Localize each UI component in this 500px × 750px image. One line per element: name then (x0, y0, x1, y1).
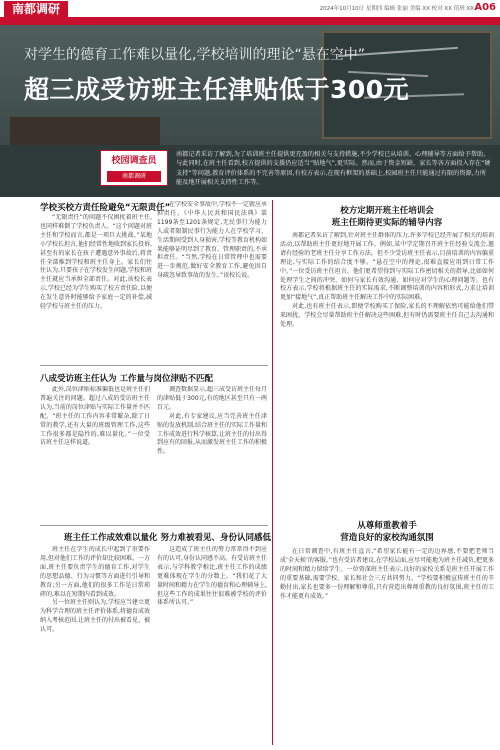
logo-title: 校园调查员 (111, 156, 157, 166)
article2-heading: 八成受访班主任认为 工作量与岗位津贴不匹配 (40, 374, 213, 384)
article3-col3-text: 另一位班主任则认为,学校应当建立更为科学合理的班主任评价体系,将德育成效纳入考核范围,让班主任的付出被看见、被认可。 (40, 599, 150, 634)
article3-heading: 班主任工作成效难以量化 努力难被看见、身份认同感低 (64, 533, 271, 543)
article5-heading (278, 520, 496, 544)
article5-body (280, 548, 494, 744)
article4-body (280, 232, 494, 512)
article3-col2-text: 这造成了班主任的努力常常得不到应有的认可,身份认同感不高。有受访班主任表示,与学科教学相比,班主任工作的成绩更难体现在学生的分数上。“我们花了大量时间和精力在学生的德育和心理辅导上,但这些工作的成果往往很难被学校的评价体系所认可。” (157, 546, 267, 607)
article1-col3-text: 对此,也有班主任表示,即便学校购买了保险,家长的不理解依然可能给他们带来困扰。学校会尽量帮助班主任解决这些困难,但有时仍需要班主任自己去沟通和处理。 (280, 303, 494, 329)
article1-col1-text: “无限责任”的问题不仅困扰着班主任,也同样难倒了学校负责人。“这个问题对班主任和学校而言,都是一项巨大挑战。”某地小学校长坦言,他们经常性地收到家长投诉,甚至有的家长在孩子遭遇意外事故后,将责任全部推到学校和班主任身上。家长们往往认为,只要孩子在学校发生问题,学校和班主任就应当承担全部责任。对此,该校长表示,学校已经为学生购买了校方责任险,以便在发生意外时能够给予家庭一定的补偿,减轻学校与班主任的压力。 (40, 214, 152, 311)
article3-col2 (157, 546, 267, 746)
column-logo (100, 150, 168, 186)
article1-col1 (40, 214, 152, 364)
article3-col1 (40, 546, 150, 746)
red-band (0, 18, 500, 25)
article4-text: 南都记者采访了解到,针对班主任群体的压力,许多学校已经开展了相关的培训活动,以帮助班主任更好地开展工作。例如,某中学定期召开班主任经验交流会,邀请有经验的老班主任分享工作方法。但不少受访班主任表示,目前培训的内容偏重理论,与实际工作的结合度不够。“悬在空中的理论,很难直接应用到日常工作中。”一位受访班主任坦言。他们更希望得到与实际工作密切相关的指导,比如如何处理学生之间的冲突、如何与家长有效沟通、如何应对学生的心理问题等。也有校方表示,学校将根据班主任的实际需求,不断调整培训的内容和形式,力求让培训更加“接地气”,真正帮助班主任解决工作中的实际困难。 (280, 232, 494, 302)
article1-heading: 学校买校方责任险避免“无限责任” (40, 203, 171, 213)
article2-col3-text: 对此,有专家建议,应当完善班主任津贴的发放机制,结合班主任的实际工作量和工作成效进行科学核算,让班主任的付出得到应有的回报,从而激发班主任工作的积极性。 (157, 412, 267, 456)
hero-headline: 超三成受访班主任津贴低于300元 (24, 75, 410, 104)
article3-col1-text: 班主任在学生的成长中起到了重要作用,但对他们工作的评价却比较困难。一方面,班主任要负责学生的德育工作,对学生的思想品德、行为习惯等方面进行引导和教育;另一方面,他们的很多工作是日常琐碎的,难以在短期内看到成效。 (40, 546, 150, 598)
article2-col2 (157, 386, 267, 516)
article2-col2-text: 调查数据显示,超三成受访班主任每月的津贴低于300元,有的地区甚至只有一两百元。 (157, 386, 267, 411)
article4-heading (278, 205, 496, 229)
divider (40, 365, 268, 366)
divider (40, 525, 268, 526)
logo-subtitle: 南都调研 (107, 171, 161, 182)
hero-subtitle: 对学生的德育工作难以量化,学校培训的理论“悬在空中” (24, 47, 365, 63)
article5-heading-line2: 营造良好的家校沟通氛围 (340, 533, 434, 543)
article2-col1-text: 此外,岗位津贴标准偏低也是班主任们普遍关注的问题。超过八成的受访班主任认为,当前的岗位津贴与实际工作量并不匹配。“班主任的工作内容非常繁杂,除了日常的教学,还有大量的班级管理工作,这些工作很多都是隐性的,难以量化。”一位受访班主任这样说道。 (40, 386, 150, 447)
article5-text: 在日常调查中,有班主任直言,“希望家长能有一定的边界感,不要把老师当成‘全天候’的客服。”也有受访者建议,在学校层面,应尽可能地为班主任减负,把更多的时间和精力留给学生。一位资深班主任表示,良好的家校关系是班主任开展工作的重要基础,需要学校、家长和社会三方共同努力。“学校要积极宣传班主任的辛勤付出,家长也要多一份理解和尊重,只有营造出尊师重教的良好氛围,班主任的工作才能更有成效。” (280, 548, 494, 600)
desk-illustration (10, 117, 160, 145)
article1-col2 (157, 201, 267, 361)
article1-col2-text: 在学校安全事故中,学校不一定就应承担责任。《中华人民共和国民法典》第1199条至1201条规定,无民事行为能力人或者限制民事行为能力人在学校学习、生活期间受到人身损害,学校等教育机构如果能够证明尽到了教育、管理职责的,不承担责任。“当然,学校在日常管理中也需要进一步规范,做好安全教育工作,避免因自身疏忽导致事故的发生。”该校长说。 (157, 201, 267, 280)
page-number: A06 (474, 2, 496, 13)
article4-heading-line1: 校方定期开班主任培训会 (340, 206, 434, 216)
column-divider (272, 200, 273, 745)
section-tag: 南都调研 (4, 1, 68, 18)
article4-heading-line2: 班主任期待更实际的辅导内容 (331, 218, 443, 228)
article2-col1 (40, 386, 150, 516)
article5-heading-line1: 从尊师重教着手 (357, 521, 417, 531)
masthead (0, 0, 500, 18)
lead-paragraph: 南都记者采访了解到,为了培训班主任提供更充盈的相关与支持措施,不少学校已从培训、心理辅导等方面给予帮助。与此同时,在班主任看到,校方提供的支援仍应适当“贴地气”,更实际。然而,由于资金短缺、家长等各方面投入存在“硬支持”等问题,教育评价体系的不完善等原因,有校方表示,在现有框架的基础上,校园班主任只能通过有限的资源,力所能及地开展相关支持性工作等。 (176, 151, 491, 186)
issue-line: 2024年10月10日 星期四 编辑 张丽 美编 XX 校对 XX 值班 XX (319, 6, 474, 12)
